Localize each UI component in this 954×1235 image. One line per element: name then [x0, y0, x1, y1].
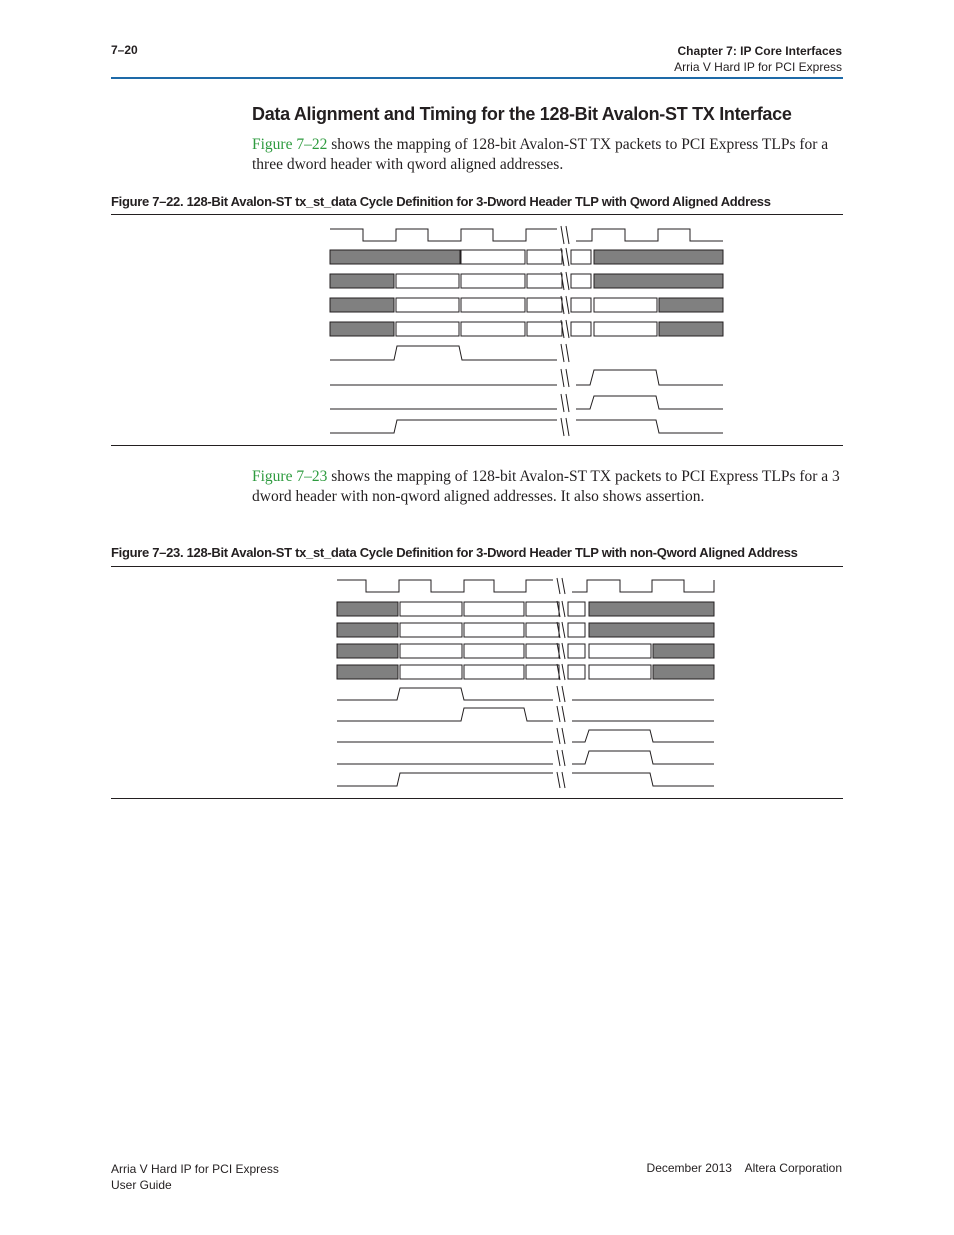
data-bus-row-4-cycle: [526, 665, 559, 679]
data-bus-row-1-cycle: [526, 602, 559, 616]
book-title: Arria V Hard IP for PCI Express: [674, 60, 842, 74]
running-header: [674, 43, 842, 75]
data-bus-row-3-invalid: [337, 644, 398, 658]
data-bus-row-3-invalid: [659, 298, 723, 312]
figure-7-22-caption: Figure 7–22. 128-Bit Avalon-ST tx_st_data Cycle Definition for 3-Dword Header TLP with Qword Aligned Address: [111, 194, 771, 209]
data-bus-row-4-cycle: [571, 322, 591, 336]
signal-waveform-5-cont: [572, 773, 714, 786]
clk-waveform-cont: [576, 229, 723, 241]
data-bus-row-2-cycle: [571, 274, 591, 288]
signal-waveform-4: [330, 420, 557, 433]
signal-waveform-4-cont: [576, 420, 723, 433]
footer-date-company: December 2013 Altera Corporation: [646, 1161, 842, 1175]
data-bus-row-3-cycle: [568, 644, 585, 658]
data-bus-row-3-cycle: [527, 298, 562, 312]
data-bus-row-1-invalid: [589, 602, 714, 616]
data-bus-row-2-invalid: [594, 274, 723, 288]
figure-7-23-bottom-rule: [111, 798, 843, 799]
paragraph-2: [252, 467, 852, 507]
data-bus-row-4-cycle: [594, 322, 657, 336]
data-bus-row-1-invalid: [337, 602, 398, 616]
data-bus-row-4-cycle: [396, 322, 459, 336]
footer-doc-title: Arria V Hard IP for PCI Express: [111, 1162, 279, 1176]
data-bus-row-3-cycle: [400, 644, 462, 658]
data-bus-row-1-cycle: [568, 602, 585, 616]
signal-waveform-3-cont: [576, 396, 723, 409]
data-bus-row-3-invalid: [653, 644, 714, 658]
signal-waveform-2-cont: [576, 370, 723, 385]
figure-7-23-caption: Figure 7–23. 128-Bit Avalon-ST tx_st_data Cycle Definition for 3-Dword Header TLP with non-Qword Aligned Address: [111, 545, 798, 560]
data-bus-row-4-invalid: [337, 665, 398, 679]
data-bus-row-2-cycle: [396, 274, 459, 288]
data-bus-row-4-cycle: [527, 322, 562, 336]
data-bus-row-3-cycle: [571, 298, 591, 312]
paragraph-1-text: shows the mapping of 128-bit Avalon-ST TX packets to PCI Express TLPs for a three dword header with qword aligned addresses.: [252, 136, 829, 173]
signal-waveform-3-cont: [572, 730, 714, 742]
signal-waveform-1: [330, 346, 557, 360]
data-bus-row-2-cycle: [461, 274, 525, 288]
data-bus-row-4-invalid: [653, 665, 714, 679]
data-bus-row-1-invalid: [330, 250, 460, 264]
figure-7-22-link[interactable]: Figure 7–22: [252, 136, 328, 153]
data-bus-row-1-invalid: [594, 250, 723, 264]
chapter-title: Chapter 7: IP Core Interfaces: [677, 44, 842, 58]
signal-waveform-2: [337, 708, 553, 721]
data-bus-row-3-cycle: [461, 298, 525, 312]
clk-waveform: [337, 580, 553, 592]
data-bus-row-4-cycle: [568, 665, 585, 679]
data-bus-row-4-invalid: [330, 322, 394, 336]
page-number: 7–20: [111, 43, 138, 57]
paragraph-2-text: shows the mapping of 128-bit Avalon-ST TX packets to PCI Express TLPs for a 3 dword header with non-qword aligned addresses. It also shows assertion.: [252, 468, 840, 505]
data-bus-row-2-invalid: [589, 623, 714, 637]
data-bus-row-2-cycle: [464, 623, 524, 637]
section-title: Data Alignment and Timing for the 128-Bit Avalon-ST TX Interface: [252, 104, 792, 124]
data-bus-row-1-cycle: [527, 250, 562, 264]
footer-doc-type: User Guide: [111, 1178, 172, 1192]
figure-7-22-top-rule: [111, 214, 843, 215]
data-bus-row-3-cycle: [396, 298, 459, 312]
data-bus-row-4-cycle: [589, 665, 651, 679]
header-rule: [111, 77, 843, 79]
figure-7-23-timing-diagram: [333, 574, 719, 794]
data-bus-row-2-cycle: [526, 623, 559, 637]
data-bus-row-4-cycle: [461, 322, 525, 336]
data-bus-row-1-cycle: [464, 602, 524, 616]
time-break-marks: [557, 578, 565, 788]
data-bus-row-3-cycle: [594, 298, 657, 312]
signal-waveform-1: [337, 688, 553, 700]
data-bus-row-3-cycle: [526, 644, 559, 658]
data-bus-row-2-invalid: [330, 274, 394, 288]
data-bus-row-4-cycle: [400, 665, 462, 679]
data-bus-row-3-cycle: [464, 644, 524, 658]
data-bus-row-1-cycle: [461, 250, 525, 264]
figure-7-23-top-rule: [111, 566, 843, 567]
clk-waveform: [330, 229, 557, 241]
data-bus-row-1-cycle: [571, 250, 591, 264]
data-bus-row-2-invalid: [337, 623, 398, 637]
data-bus-row-3-cycle: [589, 644, 651, 658]
data-bus-row-4-invalid: [659, 322, 723, 336]
paragraph-1: [252, 135, 852, 175]
clk-waveform-cont: [572, 580, 714, 592]
data-bus-row-2-cycle: [527, 274, 562, 288]
figure-7-22-bottom-rule: [111, 445, 843, 446]
data-bus-row-2-cycle: [400, 623, 462, 637]
data-bus-row-3-invalid: [330, 298, 394, 312]
figure-7-23-link[interactable]: Figure 7–23: [252, 468, 328, 485]
data-bus-row-2-cycle: [568, 623, 585, 637]
data-bus-row-4-cycle: [464, 665, 524, 679]
signal-waveform-5: [337, 773, 553, 786]
figure-7-22-timing-diagram: [325, 222, 730, 442]
footer-left: [111, 1161, 279, 1193]
signal-waveform-4-cont: [572, 751, 714, 764]
data-bus-row-1-cycle: [400, 602, 462, 616]
